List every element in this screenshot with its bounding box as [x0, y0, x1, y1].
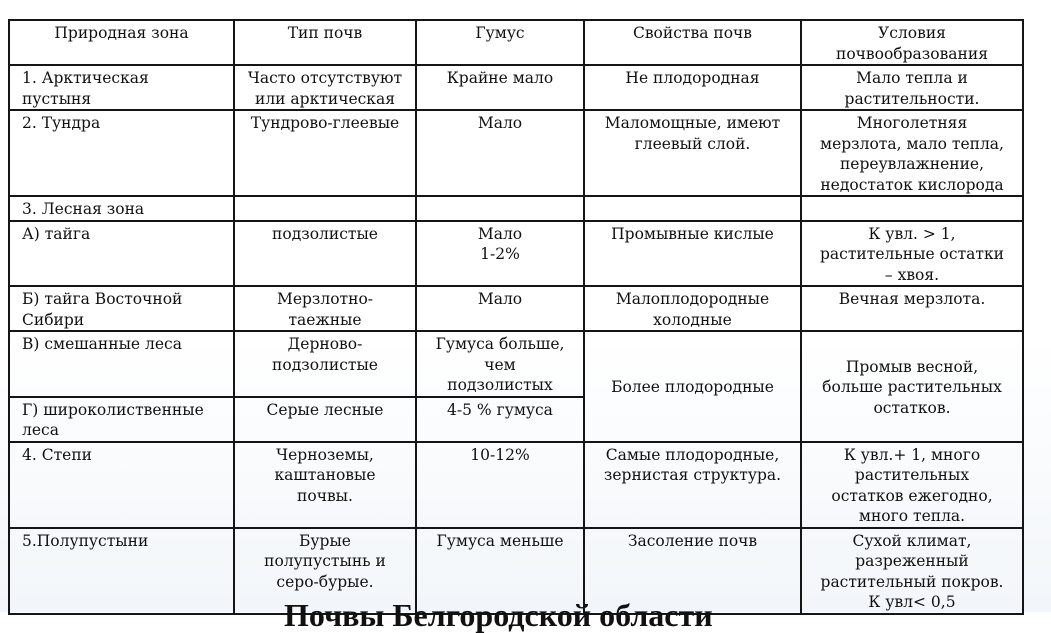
- zone-cell: 5.Полупустыни: [9, 528, 234, 614]
- properties-cell: Маломощные, имеют глеевый слой.: [584, 110, 801, 196]
- zone-cell: Б) тайга Восточной Сибири: [9, 286, 234, 331]
- header-soil-conditions: Условия почвообразования: [801, 20, 1023, 65]
- zone-cell: 1. Арктическая пустыня: [9, 65, 234, 110]
- soil-type-cell: Бурые полупустынь и серо-бурые.: [234, 528, 416, 614]
- table-row: [9, 196, 1023, 221]
- zone-cell: В) смешанные леса: [9, 331, 234, 397]
- properties-cell: Самые плодородные, зернистая структура.: [584, 442, 801, 528]
- humus-cell: 4-5 % гумуса: [416, 397, 584, 442]
- humus-cell: Мало: [416, 286, 584, 331]
- zone-cell: 4. Степи: [9, 442, 234, 528]
- conditions-cell: К увл. > 1, растительные остатки – хвоя.: [801, 221, 1023, 287]
- humus-cell: [416, 196, 584, 221]
- table-row: [9, 442, 1023, 528]
- humus-cell: Гумуса меньше: [416, 528, 584, 614]
- properties-cell: Более плодородные: [584, 331, 801, 442]
- table-header-row: [9, 20, 1023, 65]
- table-row: [9, 331, 1023, 397]
- soil-type-cell: Серые лесные: [234, 397, 416, 442]
- header-natural-zone: Природная зона: [9, 20, 234, 65]
- zone-cell: 3. Лесная зона: [9, 196, 234, 221]
- conditions-cell: Мало тепла и растительности.: [801, 65, 1023, 110]
- humus-cell: Крайне мало: [416, 65, 584, 110]
- soil-type-cell: Тундрово-глеевые: [234, 110, 416, 196]
- header-soil-properties: Свойства почв: [584, 20, 801, 65]
- humus-cell: Мало 1-2%: [416, 221, 584, 287]
- conditions-cell: К увл.+ 1, много растительных остатков ежегодно, много тепла.: [801, 442, 1023, 528]
- humus-cell: Мало: [416, 110, 584, 196]
- conditions-cell: Промыв весной, больше растительных остатков.: [801, 331, 1023, 442]
- table-row: [9, 65, 1023, 110]
- zone-cell: 2. Тундра: [9, 110, 234, 196]
- properties-cell: Малоплодородные холодные: [584, 286, 801, 331]
- soil-type-cell: [234, 196, 416, 221]
- soil-type-cell: Мерзлотно- таежные: [234, 286, 416, 331]
- soil-zones-table: [8, 19, 1024, 615]
- properties-cell: Промывные кислые: [584, 221, 801, 287]
- table-row: [9, 221, 1023, 287]
- zone-cell: Г) широколиственные леса: [9, 397, 234, 442]
- table-row: [9, 110, 1023, 196]
- properties-cell: Не плодородная: [584, 65, 801, 110]
- zone-cell: А) тайга: [9, 221, 234, 287]
- soil-type-cell: подзолистые: [234, 221, 416, 287]
- soil-type-cell: Дерново- подзолистые: [234, 331, 416, 397]
- section-heading: Почвы Белгородской области: [284, 597, 713, 633]
- table-row: [9, 286, 1023, 331]
- soil-type-cell: Часто отсутствуют или арктическая: [234, 65, 416, 110]
- header-soil-type: Тип почв: [234, 20, 416, 65]
- properties-cell: Засоление почв: [584, 528, 801, 614]
- conditions-cell: Вечная мерзлота.: [801, 286, 1023, 331]
- conditions-cell: Сухой климат, разреженный растительный покров. К увл< 0,5: [801, 528, 1023, 614]
- humus-cell: 10-12%: [416, 442, 584, 528]
- soil-type-cell: Черноземы, каштановые почвы.: [234, 442, 416, 528]
- conditions-cell: Многолетняя мерзлота, мало тепла, переувлажнение, недостаток кислорода: [801, 110, 1023, 196]
- header-humus: Гумус: [416, 20, 584, 65]
- humus-cell: Гумуса больше, чем подзолистых: [416, 331, 584, 397]
- properties-cell: [584, 196, 801, 221]
- conditions-cell: [801, 196, 1023, 221]
